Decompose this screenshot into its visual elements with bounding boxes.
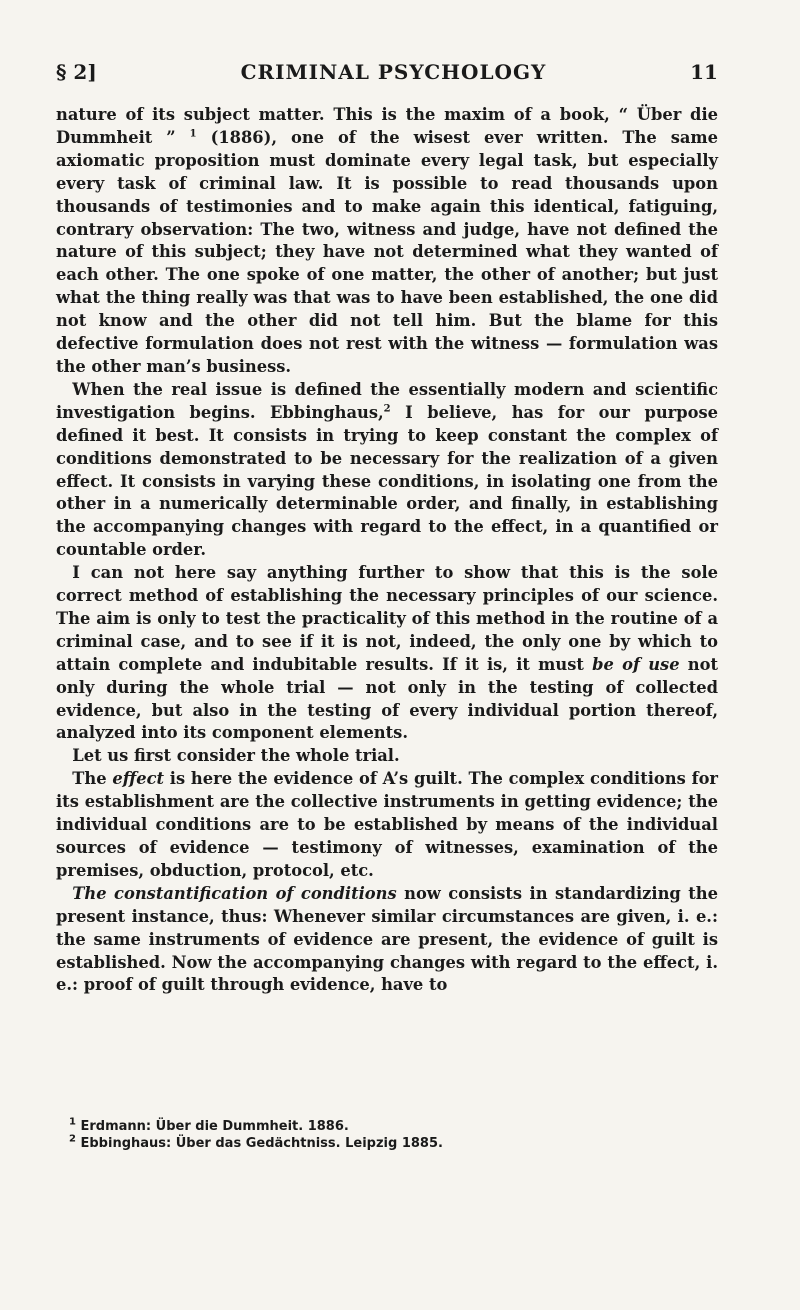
footnotes: [56, 1118, 718, 1152]
paragraph-5: The effect is here the evidence of A’s guilt. The complex conditions for its establishment are the collective instruments in getting evidence; the individual conditions are to be established by means of the individual sources of evidence — testimony of witnesses, examination of the premises, obduction, protocol, etc.: [56, 769, 719, 880]
paragraph-3: I can not here say anything further to show that this is the sole correct method of establishing the necessary principles of our science. The aim is only to test the practicality of this method in the routine of a criminal case, and to see if it is not, indeed, the only one by which to attain complete and indubitable results. If it is, it must be of use not only during the whole trial — not only in the testing of collected evidence, but also in the testing of every individual portion thereof, analyzed into its component elements.: [56, 563, 719, 743]
running-title: CRIMINAL PSYCHOLOGY: [240, 60, 547, 84]
footnote-ref-2: 2: [383, 403, 391, 415]
body-text: [56, 104, 718, 997]
section-mark: § 2]: [56, 60, 97, 84]
footnote-1: $^1$ Erdmann: Über die Dummheit. 1886.: [69, 1116, 349, 1134]
paragraph-6: The constantification of conditions now consists in standardizing the present instance, thus: Whenever similar circumstances are given, i. e.: the same instruments of evidence are present, the evidence of guilt is established. Now the accompanying changes with regard to the effect, i. e.: proof of guilt through evidence, have to: [56, 883, 718, 995]
paragraph-1: nature of its subject matter. This is the maxim of a book, “ Über die Dummheit ” $^1$ (1886), one of the wisest ever written. The same axiomatic proposition must dominate every legal task, but especially every task of criminal law. It is possible to read thousands upon thousands of testimonies and to make again this identical, fatiguing, contrary observation: The two, witness and judge, have not defined the nature of this subject; they have not determined what they wanted of each other. The one spoke of one matter, the other of another; but just what the thing really was that was to have been established, the one did not know and the other did not tell him. But the blame for this defective formulation does not rest with the witness — formulation was the other man’s business.: [56, 105, 718, 376]
paragraph-2: When the real issue is defined the essentially modern and scientific investigation begins. Ebbinghaus,$^2$ I believe, has for our purpose defined it best. It consists in trying to keep constant the complex of conditions demonstrated to be necessary for the realization of a given effect. It consists in varying these conditions, in isolating one from the other in a numerically determinable order, and finally, in establishing the accompanying changes with regard to the effect, in a quantified or countable order.: [56, 379, 719, 560]
running-header: [56, 60, 718, 84]
page-number: 11: [690, 60, 718, 84]
paragraph-4: Let us first consider the whole trial.: [72, 746, 400, 766]
footnote-2: $^2$ Ebbinghaus: Über das Gedächtniss. Leipzig 1885.: [69, 1133, 443, 1151]
footnote-ref-1: 1: [189, 128, 197, 140]
